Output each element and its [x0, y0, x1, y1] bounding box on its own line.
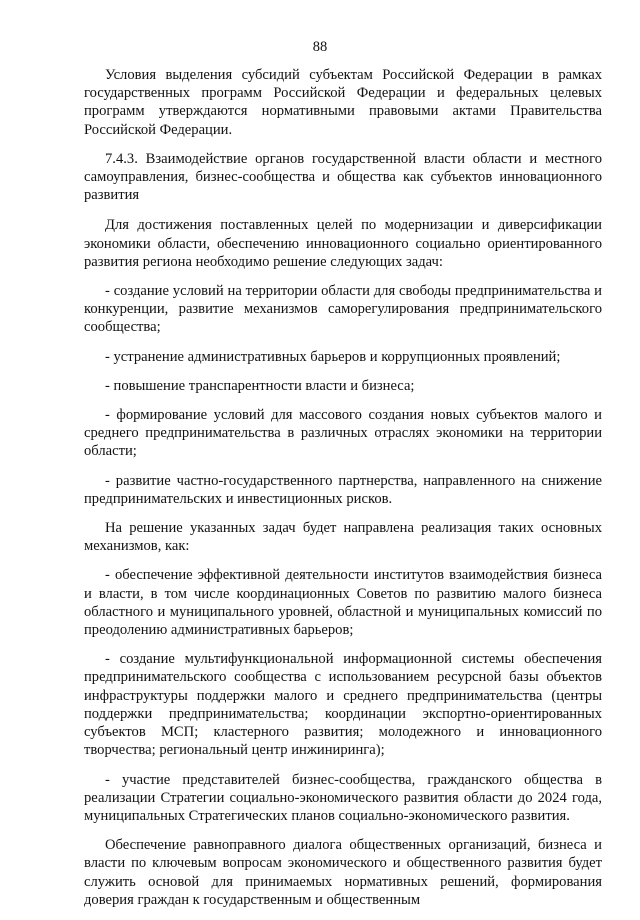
section-heading-7-4-3: 7.4.3. Взаимодействие органов государственной власти области и местного самоуправления, бизнес-сообщества и общества как субъектов инновационного развития	[84, 150, 602, 204]
list-item-task-1: - создание условий на территории области для свободы предпринимательства и конкуренции, развитие механизмов саморегулирования предпринимательского сообщества;	[84, 283, 602, 336]
list-item-mechanism-1: - обеспечение эффективной деятельности институтов взаимодействия бизнеса и власти, в том числе координационных Советов по развитию малого бизнеса областного и муниципального уровней, областной и муниципальных комиссий по преодолению административных барьеров;	[84, 567, 602, 639]
list-item-task-4: - формирование условий для массового создания новых субъектов малого и среднего предпринимательства в различных отраслях экономики на территории области;	[84, 407, 602, 460]
list-item-task-5: - развитие частно-государственного партнерства, направленного на снижение предпринимательских и инвестиционных рисков.	[84, 472, 602, 507]
page-body	[84, 66, 602, 920]
paragraph-mechanisms-intro: На решение указанных задач будет направлена реализация таких основных механизмов, как:	[84, 520, 602, 555]
paragraph-tasks-intro: Для достижения поставленных целей по модернизации и диверсификации экономики области, обеспечению инновационного социально ориентированного развития региона необходимо решение следующих задач:	[84, 217, 602, 270]
list-item-task-2: - устранение административных барьеров и коррупционных проявлений;	[105, 348, 561, 365]
list-item-task-3: - повышение транспарентности власти и бизнеса;	[105, 377, 415, 394]
list-item-mechanism-3: - участие представителей бизнес-сообщества, гражданского общества в реализации Стратегии социально-экономического развития области до 2024 года, муниципальных Стратегических планов социально-экономического развития.	[84, 771, 602, 824]
paragraph-dialogue: Обеспечение равноправного диалога общественных организаций, бизнеса и власти по ключевым вопросам экономического и общественного развития будет служить основой для принимаемых нормативных решений, формирования доверия граждан к государственным и общественным	[84, 837, 602, 908]
paragraph-subsidy-conditions: Условия выделения субсидий субъектам Российской Федерации в рамках государственных программ Российской Федерации и федеральных целевых программ утверждаются нормативными правовыми актами Правительства Российской Федерации.	[84, 67, 602, 138]
list-item-mechanism-2: - создание мультифункциональной информационной системы обеспечения предпринимательского сообщества с использованием ресурсной базы объектов инфраструктуры поддержки малого и среднего предпринимательства (центры поддержки предпринимательства; координации экспортно-ориентированных субъектов МСП; кластерного развития; молодежного и инновационного творчества; региональный центр инжиниринга);	[84, 651, 602, 759]
page-number: 88	[312, 39, 328, 55]
